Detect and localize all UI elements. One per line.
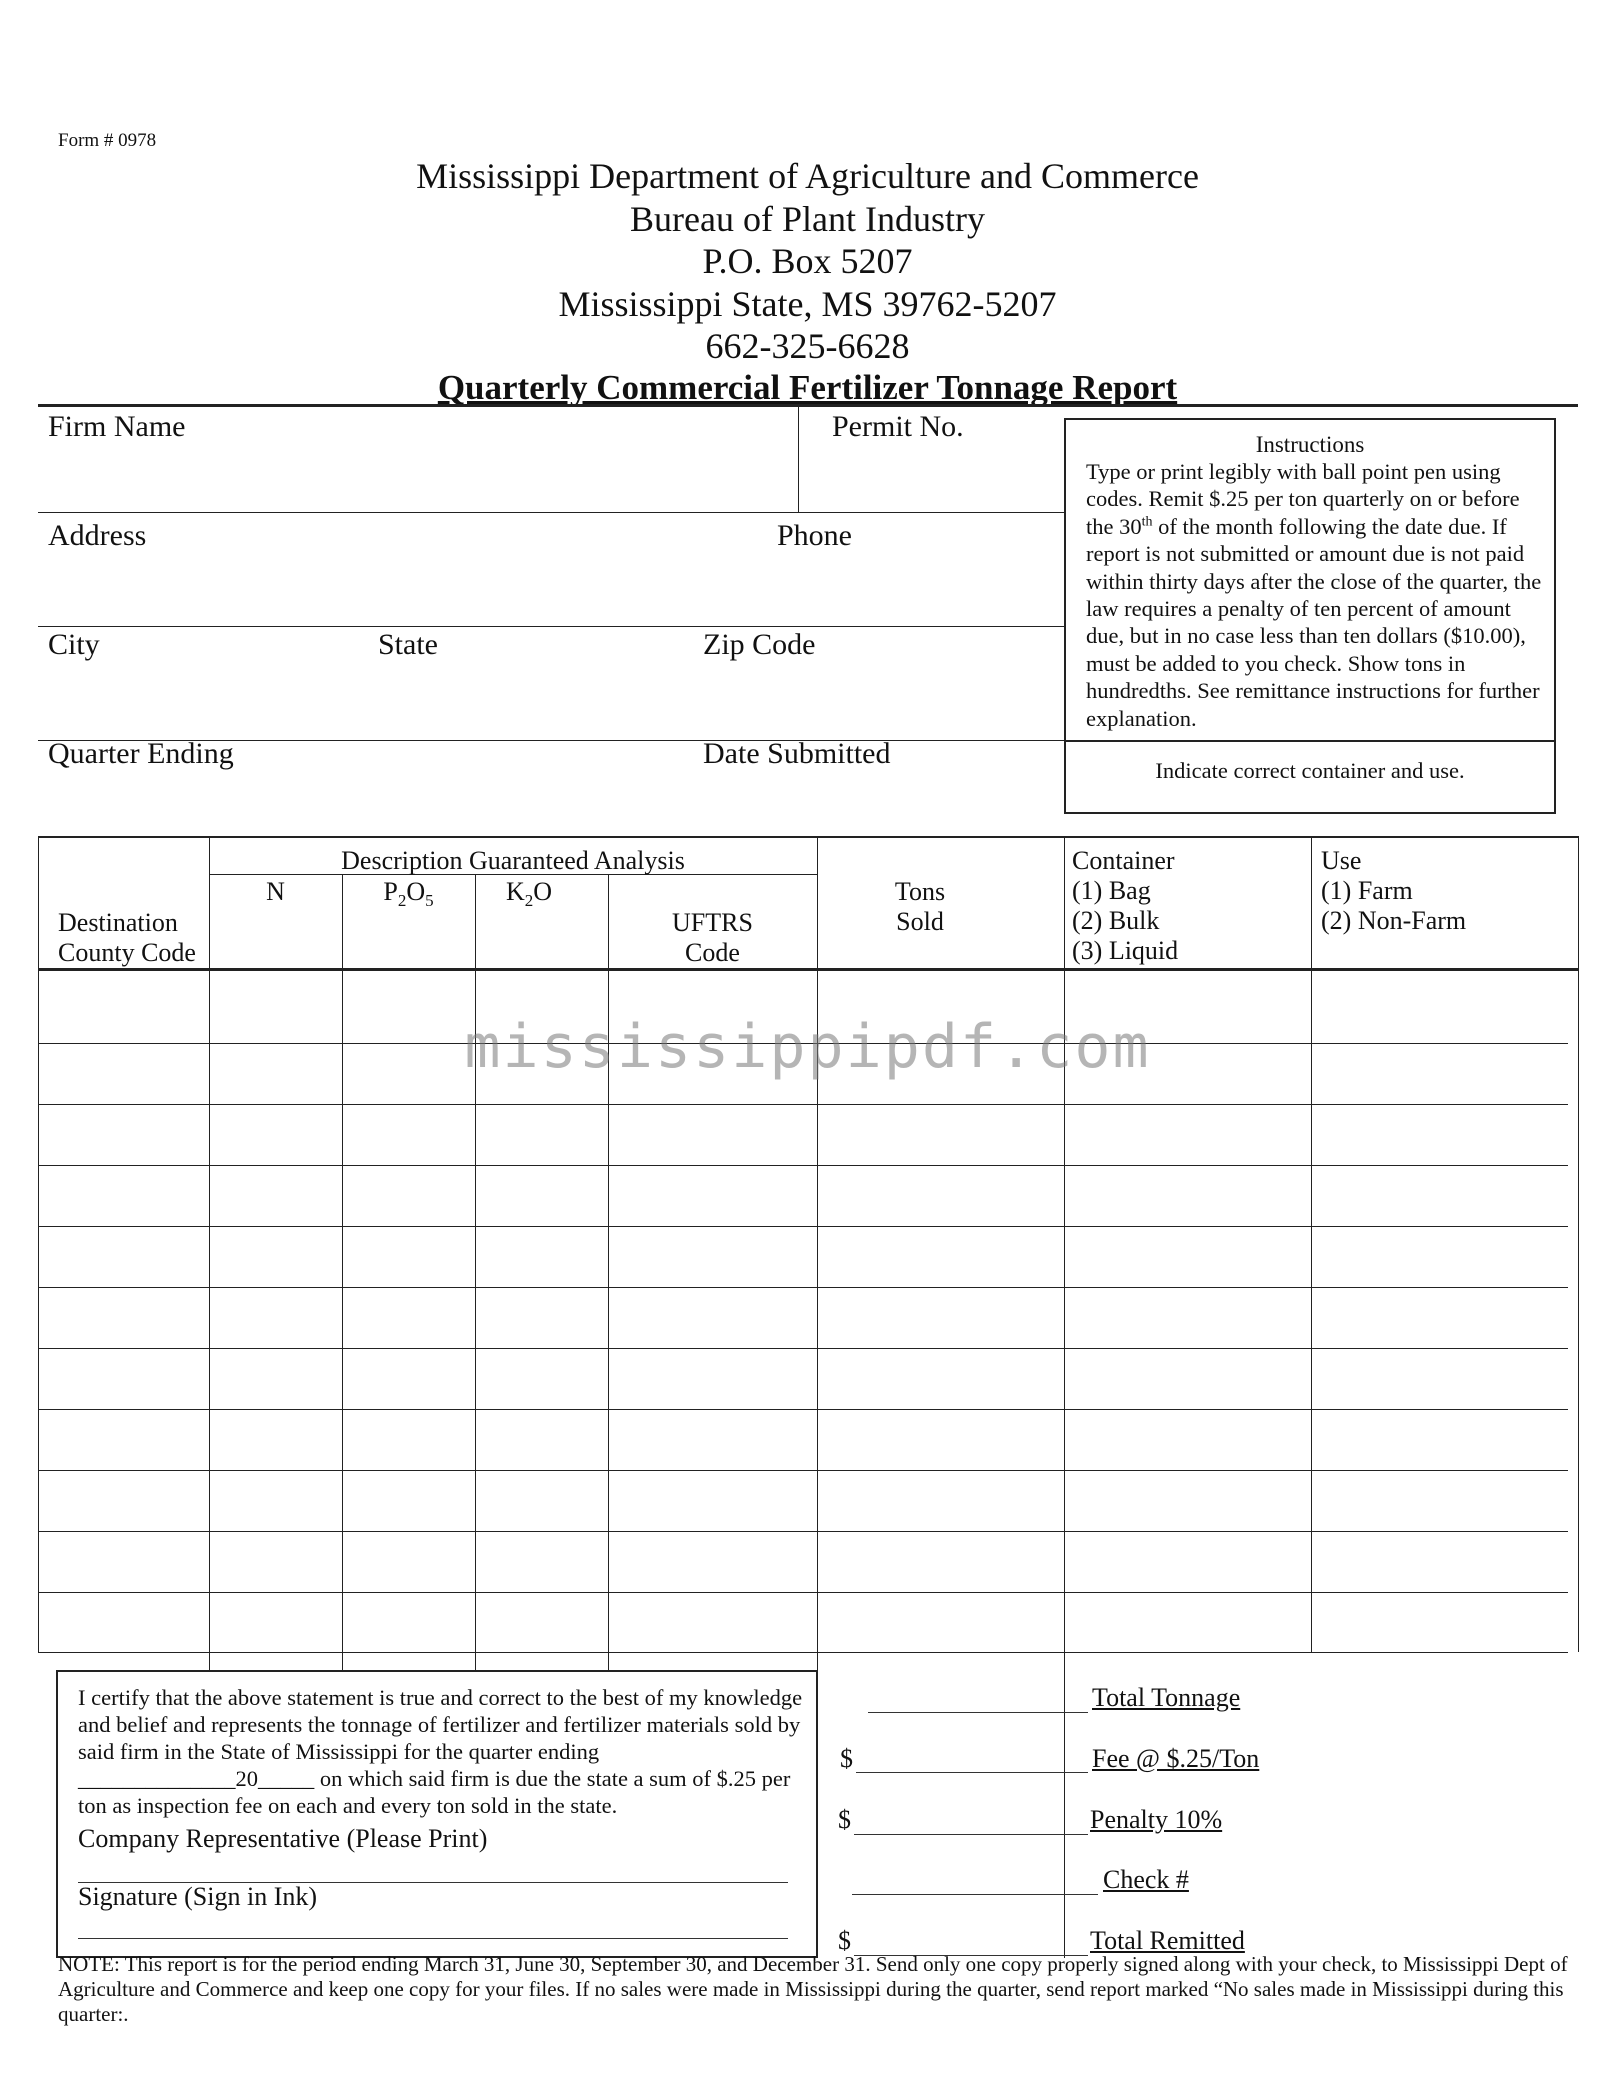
destination-header-line1: Destination: [58, 908, 178, 937]
fee-line[interactable]: [856, 1772, 1088, 1773]
container-option-bulk: (2) Bulk: [1072, 906, 1160, 935]
instructions-superscript: th: [1141, 514, 1153, 530]
n-header: N: [266, 877, 285, 906]
tons-header-line2: Sold: [896, 907, 944, 936]
table-row-rule: [38, 1409, 1568, 1410]
po-box: P.O. Box 5207: [702, 241, 913, 281]
address-label: Address: [48, 519, 147, 552]
table-row-rule: [38, 1165, 1568, 1166]
instructions-divider: [1066, 740, 1554, 742]
tons-header-line1: Tons: [894, 877, 946, 906]
row-rule-1: [38, 512, 1064, 513]
col-line-1: [209, 836, 210, 1672]
row-rule-2: [38, 626, 1064, 627]
table-row-rule: [38, 1470, 1568, 1471]
fee-dollar-sign: $: [840, 1744, 853, 1773]
firm-name-label: Firm Name: [48, 410, 186, 443]
phone-label: Phone: [777, 519, 852, 552]
col-line-4: [608, 874, 609, 1672]
destination-header: [58, 908, 196, 968]
table-row-rule: [38, 1652, 1568, 1653]
table-row-rule: [38, 1592, 1568, 1593]
container-header: [1072, 846, 1178, 966]
destination-header-line2: County Code: [58, 938, 196, 967]
col-line-7: [1311, 836, 1312, 1652]
k2o-sub-2: 2: [524, 891, 534, 911]
agency-phone: 662-325-6628: [705, 326, 910, 366]
bureau-name: Bureau of Plant Industry: [630, 199, 985, 239]
total-tonnage-label: Total Tonnage: [1092, 1683, 1241, 1712]
total-remitted-dollar-sign: $: [838, 1926, 851, 1955]
fee-label: Fee @ $.25/Ton: [1092, 1744, 1260, 1773]
table-header-rule: [38, 968, 1578, 971]
footer-note: NOTE: This report is for the period ending March 31, June 30, September 30, and December 31. Send only one copy properly signed along with your check, to Mississippi Dept of Agriculture and Commerce and keep one copy for your files. If no sales were made in Mississippi during the quarter, send report marked “No sales made in Mississippi during this quarter:.: [58, 1952, 1568, 2026]
table-top-rule: [38, 836, 1578, 838]
company-representative-label: Company Representative (Please Print): [78, 1824, 488, 1853]
instructions-text-part1: Type or print legibly with ball point pen using codes. Remit $.25 per ton quarterly on or before the 30: [1086, 459, 1520, 539]
use-header-title: Use: [1321, 846, 1362, 875]
col-line-6: [1064, 836, 1065, 1958]
signature-label: Signature (Sign in Ink): [78, 1882, 318, 1911]
table-row-rule: [38, 1226, 1568, 1227]
agency-name: Mississippi Department of Agriculture and Commerce: [416, 156, 1199, 196]
title-rule: [38, 404, 1578, 407]
table-row-rule: [38, 1348, 1568, 1349]
check-number-line[interactable]: [852, 1894, 1098, 1895]
p2o5-o: O: [406, 877, 426, 906]
instructions-text-part2: of the month following the date due. If report is not submitted or amount due is not paid within thirty days after the close of the quarter, the law requires a penalty of ten percent of amount due, but in no case less than ten dollars ($10.00), must be added to you check. Show tons in hundredths. See remittance instructions for further explanation.: [1086, 513, 1542, 731]
instructions-box: [1064, 418, 1556, 814]
col-line-right: [1578, 836, 1579, 1652]
p2o5-header: [342, 877, 475, 916]
table-row-rule: [38, 1104, 1568, 1105]
certification-text: [78, 1684, 808, 1819]
penalty-line[interactable]: [854, 1834, 1088, 1835]
certification-text-part1: I certify that the above statement is true and correct to the best of my knowledge and belief and represents the tonnage of fertilizer and fertilizer materials sold by said firm in the State of Mississippi for the quarter ending: [78, 1685, 803, 1764]
total-remitted-label: Total Remitted: [1090, 1926, 1245, 1955]
container-header-title: Container: [1072, 846, 1175, 875]
signature-line[interactable]: [78, 1938, 788, 1939]
check-number-label: Check #: [1103, 1865, 1189, 1894]
col-line-3: [475, 874, 476, 1672]
instructions-text: [1086, 458, 1546, 732]
total-tonnage-line[interactable]: [868, 1712, 1088, 1713]
table-row-rule: [38, 1531, 1568, 1532]
use-header: [1321, 846, 1466, 936]
analysis-header: Description Guaranteed Analysis: [341, 846, 685, 875]
container-use-note: Indicate correct container and use.: [1155, 758, 1465, 783]
date-submitted-label: Date Submitted: [703, 737, 891, 770]
report-title: Quarterly Commercial Fertilizer Tonnage Report: [437, 368, 1178, 407]
uftrs-header: [608, 908, 817, 968]
table-row-rule: [38, 1287, 1568, 1288]
agency-city-state-zip: Mississippi State, MS 39762-5207: [558, 284, 1057, 324]
p2o5-sub-5: 5: [425, 891, 434, 911]
penalty-dollar-sign: $: [838, 1805, 851, 1834]
quarter-ending-label: Quarter Ending: [48, 737, 234, 770]
use-option-farm: (1) Farm: [1321, 876, 1413, 905]
k2o-header: [475, 877, 583, 916]
col-line-left: [38, 836, 39, 1652]
certification-text-part2: ______________20_____ on which said firm is due the state a sum of $.25 per ton as inspection fee on each and every ton sold in the state.: [78, 1766, 791, 1818]
col-line-2: [342, 874, 343, 1672]
uftrs-header-line1: UFTRS: [672, 908, 753, 937]
tons-sold-header: [817, 877, 1023, 937]
state-label: State: [378, 628, 438, 661]
zip-label: Zip Code: [703, 628, 816, 661]
uftrs-header-line2: Code: [685, 938, 740, 967]
permit-no-label: Permit No.: [832, 410, 964, 443]
p2o5-p: P: [383, 877, 398, 906]
watermark: mississippipdf.com: [464, 1012, 1151, 1082]
city-label: City: [48, 628, 100, 661]
instructions-title: Instructions: [1255, 432, 1365, 457]
penalty-label: Penalty 10%: [1090, 1805, 1223, 1834]
k2o-o: O: [533, 877, 553, 906]
use-option-nonfarm: (2) Non-Farm: [1321, 906, 1467, 935]
firm-permit-divider: [798, 404, 799, 512]
container-option-liquid: (3) Liquid: [1072, 936, 1179, 965]
container-option-bag: (1) Bag: [1072, 876, 1151, 905]
k2o-k: K: [505, 877, 525, 906]
form-number: Form # 0978: [58, 130, 157, 151]
p2o5-sub-2: 2: [397, 891, 407, 911]
certification-box: [56, 1670, 818, 1958]
